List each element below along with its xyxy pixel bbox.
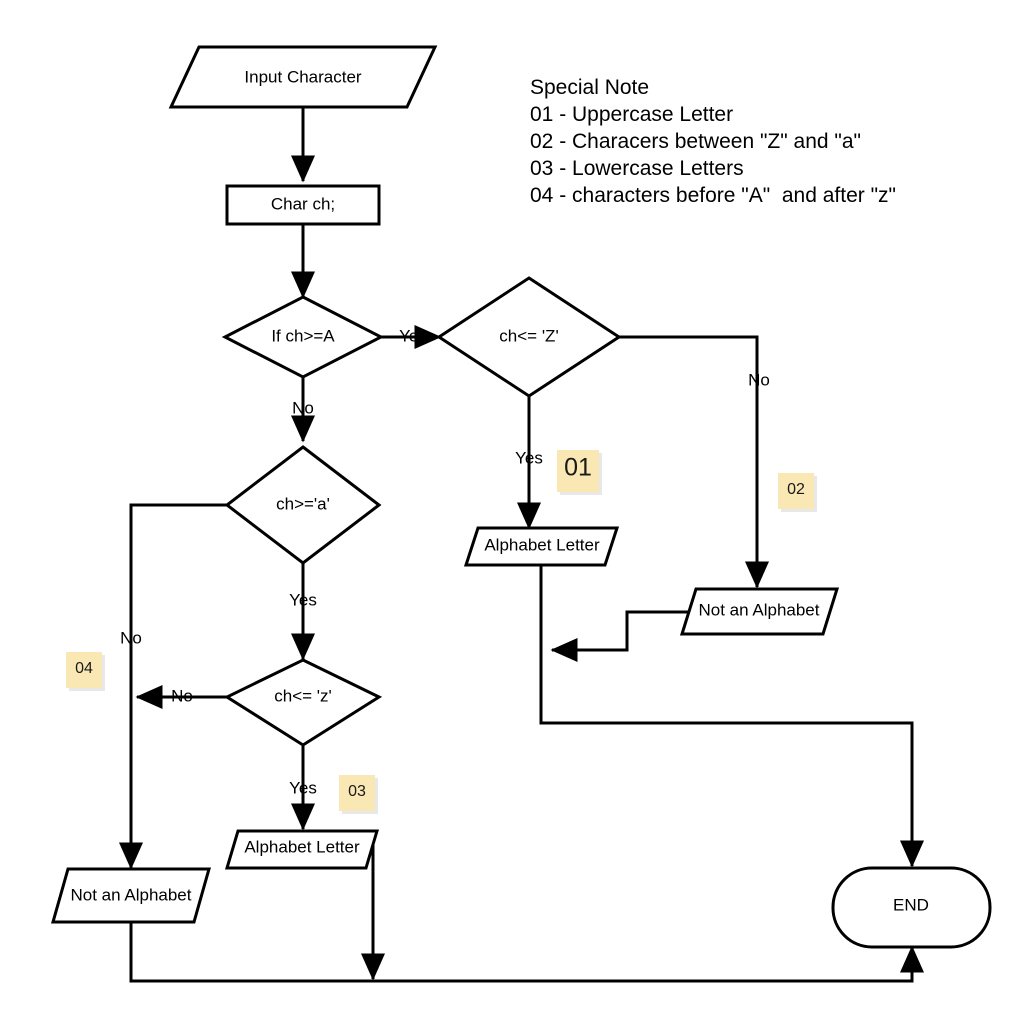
label-decision-le-Z: ch<= 'Z' — [499, 326, 559, 346]
sticky-note-01-label: 01 — [564, 453, 592, 482]
special-note-panel — [530, 74, 990, 209]
label-not-alphabet-left: Not an Alphabet — [70, 885, 192, 905]
label-input-character: Input Character — [244, 67, 362, 87]
special-note-line-4: 04 - characters before "A" and after "z" — [530, 184, 896, 207]
label-char-decl: Char ch; — [270, 194, 336, 214]
label-decision-ge-A: If ch>=A — [271, 326, 335, 346]
edge-label-geA-yes: Yes — [399, 326, 427, 346]
sticky-note-03-label: 03 — [348, 783, 366, 801]
edge-label-gea-yes: Yes — [289, 590, 317, 610]
edge-label-lez-yes: Yes — [289, 778, 317, 798]
edge-bottom-rail-to-end — [131, 922, 912, 981]
label-alphabet-letter-lower: Alphabet Letter — [244, 837, 360, 857]
sticky-note-04-label: 04 — [75, 660, 93, 678]
label-end: END — [893, 895, 929, 915]
special-note-line-2: 02 - Characers between "Z" and "a" — [530, 130, 861, 153]
edge-leZ-no — [619, 337, 757, 587]
edge-label-leZ-no: No — [748, 370, 770, 390]
edge-notalpha-right-merge — [552, 612, 690, 650]
special-note-line-3: 03 - Lowercase Letters — [530, 157, 744, 180]
label-not-alphabet-right: Not an Alphabet — [698, 600, 820, 620]
label-decision-le-z: ch<= 'z' — [274, 686, 332, 706]
label-decision-ge-a: ch>='a' — [276, 494, 330, 514]
edge-label-lez-no: No — [171, 686, 193, 706]
label-alphabet-letter-upper: Alphabet Letter — [484, 535, 600, 555]
edge-label-geA-no: No — [292, 398, 314, 418]
edge-label-leZ-yes: Yes — [515, 448, 543, 468]
edge-label-gea-no: No — [120, 628, 142, 648]
special-note-heading: Special Note — [530, 76, 650, 99]
sticky-note-02-label: 02 — [787, 481, 805, 499]
special-note-line-1: 01 - Uppercase Letter — [530, 103, 734, 126]
